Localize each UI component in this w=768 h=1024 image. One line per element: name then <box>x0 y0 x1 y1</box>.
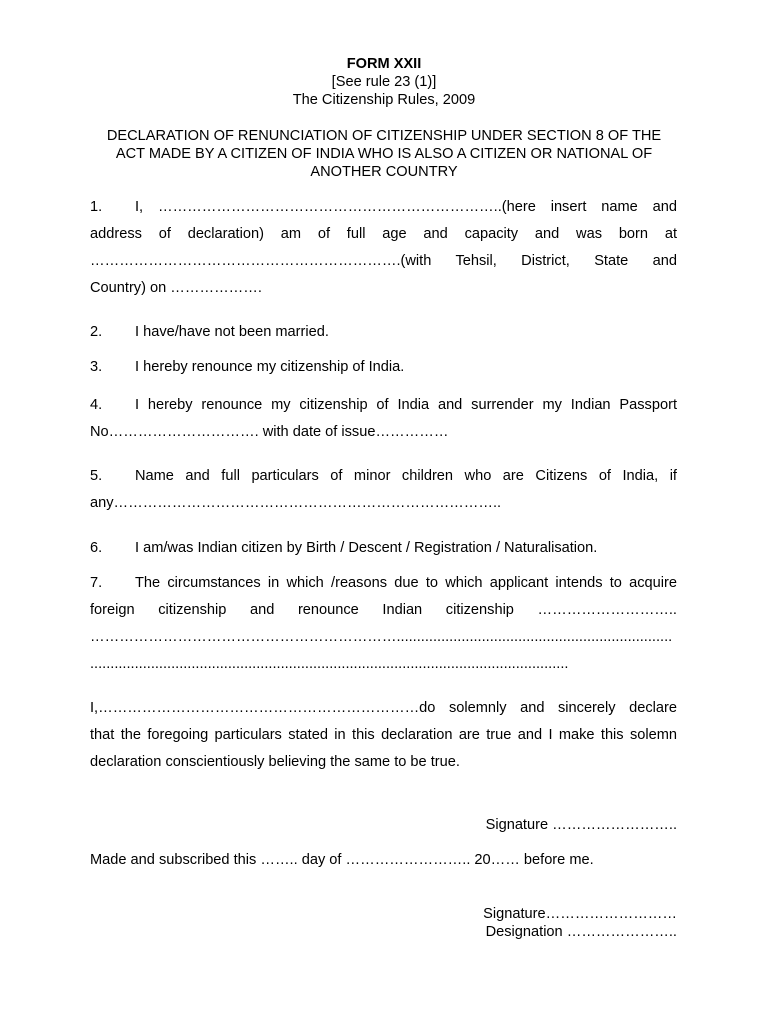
item-1: 1. I, ……………………………………………………………..(here insert name and address of declaration) am of full age and capacity and was born at ……………………………………………………….(with Tehsil, District, State and Country) on ………………. <box>90 194 677 302</box>
designation-line: Designation ………………….. <box>485 924 677 940</box>
item-5: 5. Name and full particulars of minor children who are Citizens of India, if any…………………………………………………………………….. <box>90 463 677 517</box>
signature-line-applicant: Signature …………………….. <box>485 817 677 833</box>
item-number: 2. <box>90 324 103 340</box>
item-6: 6. I am/was Indian citizen by Birth / Descent / Registration / Naturalisation. <box>90 540 598 556</box>
item-number: 5. <box>90 468 103 484</box>
item-3: 3. I hereby renounce my citizenship of India. <box>90 359 405 375</box>
item-number: 3. <box>90 359 103 375</box>
made-and-subscribed: Made and subscribed this …….. day of …………………….. 20…… before me. <box>90 852 594 868</box>
signature-line-officer: Signature……………………… <box>483 906 677 922</box>
item-number: 4. <box>90 397 103 413</box>
item-number: 7. <box>90 575 103 591</box>
item-7: 7. The circumstances in which /reasons due to which applicant intends to acquire foreign citizenship and renounce Indian citizenship ……………………….. ……………………………………………………….................................................................... ...................................................................................................................... <box>90 570 677 678</box>
item-number: 1. <box>90 199 103 215</box>
form-title: FORM XXII <box>346 56 422 72</box>
item-number: 6. <box>90 540 103 556</box>
item-4: 4. I hereby renounce my citizenship of India and surrender my Indian Passport No…………………………. with date of issue…………… <box>90 392 677 446</box>
declaration-title: DECLARATION OF RENUNCIATION OF CITIZENSHIP UNDER SECTION 8 OF THE ACT MADE BY A CITIZEN OF INDIA WHO IS ALSO A CITIZEN OR NATIONAL OF ANOTHER COUNTRY <box>106 128 662 180</box>
rules-name: The Citizenship Rules, 2009 <box>292 92 476 108</box>
item-2: 2. I have/have not been married. <box>90 324 329 340</box>
rule-reference: [See rule 23 (1)] <box>331 74 437 90</box>
solemn-declaration: I,…………………………………………………………do solemnly and sincerely declare that the foregoing particulars stated in this declaration are true and I make this solemn declaration conscientiously believing the same to be true. <box>90 700 677 770</box>
